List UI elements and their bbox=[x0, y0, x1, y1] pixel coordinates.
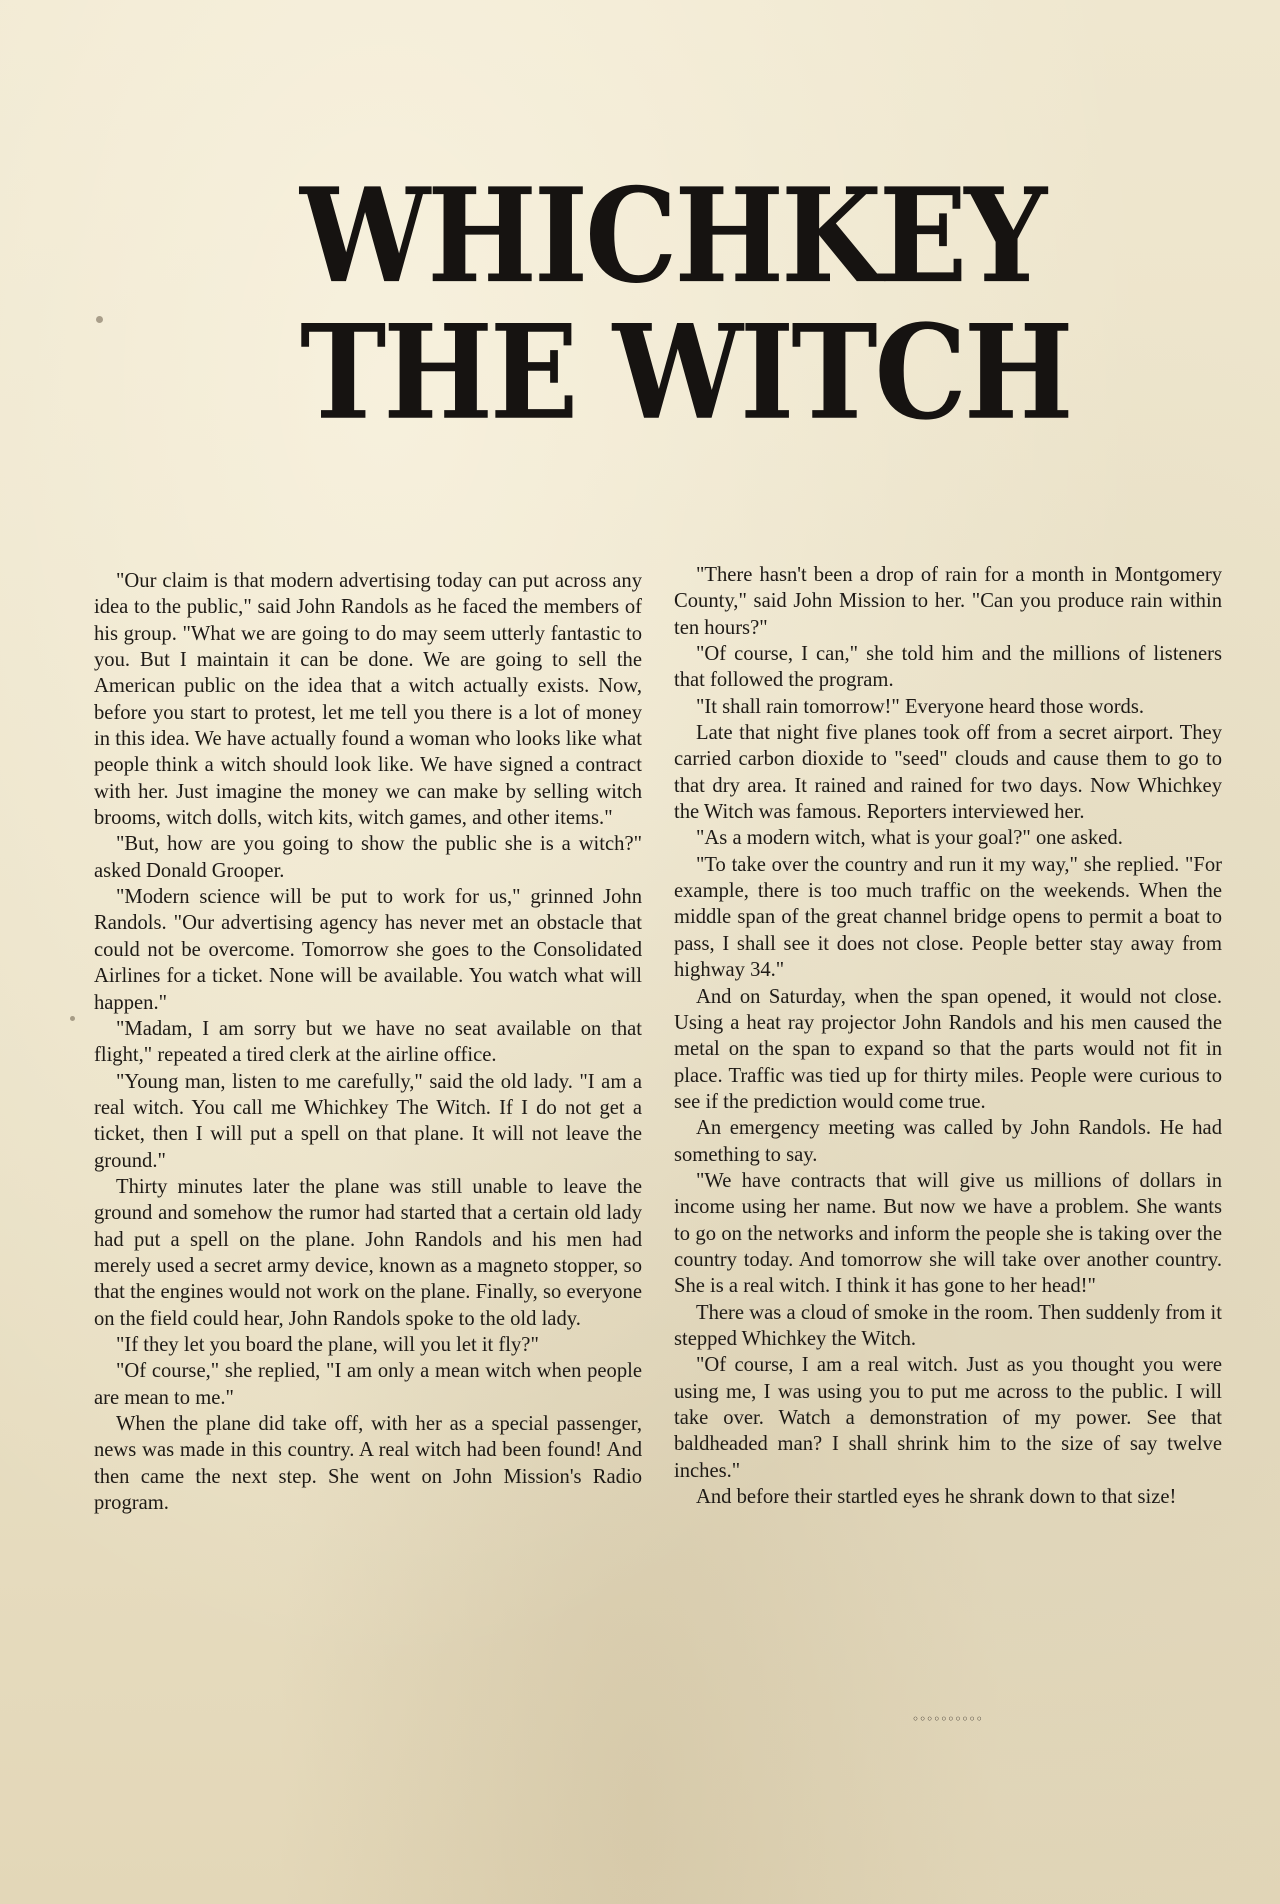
paragraph: "As a modern witch, what is your goal?" one asked. bbox=[696, 827, 1123, 850]
paragraph: Thirty minutes later the plane was still unable to leave the ground and somehow the rumor had started that a certain old lady had put a spell on the plane. John Randols and his men had merely used a secret army device, known as a magneto stopper, so that the engines would not work on the plane. Finally, so everyone on the field could hear, John Randols spoke to the old lady. bbox=[94, 1175, 642, 1330]
paragraph: "If they let you board the plane, will you let it fly?" bbox=[116, 1333, 539, 1356]
story-title bbox=[300, 160, 1071, 450]
paragraph: "There hasn't been a drop of rain for a month in Montgomery County," said John Mission to her. "Can you produce rain within ten hours?" bbox=[674, 564, 1222, 639]
paragraph: "But, how are you going to show the public she is a witch?" asked Donald Grooper. bbox=[94, 833, 642, 882]
paragraph: "It shall rain tomorrow!" Everyone heard those words. bbox=[696, 695, 1145, 718]
text-column-left bbox=[94, 568, 642, 1516]
paper-speck bbox=[96, 316, 103, 323]
paragraph: "Of course," she replied, "I am only a mean witch when people are mean to me." bbox=[94, 1360, 642, 1409]
text-column-right bbox=[674, 562, 1222, 1510]
paragraph: "To take over the country and run it my way," she replied. "For example, there is too much traffic on the weekends. When the middle span of the great channel bridge opens to permit a boat to pass, I shall see it does not close. People better stay away from highway 34." bbox=[674, 853, 1222, 982]
paragraph: There was a cloud of smoke in the room. Then suddenly from it stepped Whichkey the Witch. bbox=[674, 1301, 1222, 1350]
paper-speck bbox=[70, 1016, 75, 1021]
paragraph: "Modern science will be put to work for us," grinned John Randols. "Our advertising agency has never met an obstacle that could not be overcome. Tomorrow she goes to the Consolidated Airlines for a ticket. None will be available. You watch what will happen." bbox=[94, 886, 642, 1014]
paragraph: Late that night five planes took off from a secret airport. They carried carbon dioxide to "seed" clouds and cause them to go to that dry area. It rained and rained for two days. Now Whichkey the Witch was famous. Reporters interviewed her. bbox=[674, 722, 1222, 824]
paragraph: When the plane did take off, with her as a special passenger, news was made in this country. A real witch had been found! And then came the next step. She went on John Mission's Radio program. bbox=[94, 1413, 642, 1515]
title-line-2: THE WITCH bbox=[300, 296, 1071, 450]
paragraph: "We have contracts that will give us millions of dollars in income using her name. But now we have a problem. She wants to go on the networks and inform the people she is taking over the country today. And tomorrow she will take over another country. She is a real witch. I think it has gone to her head!" bbox=[674, 1169, 1222, 1298]
paragraph: "Of course, I can," she told him and the millions of listeners that followed the program. bbox=[674, 643, 1222, 692]
paragraph: And on Saturday, when the span opened, it would not close. Using a heat ray projector John Randols and his men caused the metal on the span to expand so that the parts would not fit in place. Traffic was tied up for thirty miles. People were curious to see if the prediction would come true. bbox=[674, 985, 1222, 1113]
paragraph: "Our claim is that modern advertising today can put across any idea to the public," said John Randols as he faced the members of his group. "What we are going to do may seem utterly fantastic to you. But I maintain it can be done. We are going to sell the American public on the idea that a witch actually exists. Now, before you start to protest, let me tell you there is a lot of money in this idea. We have actually found a woman who looks like what people think a witch should look like. We have signed a contract with her. Just imagine the money we can make by selling witch brooms, witch dolls, witch kits, witch games, and other items." bbox=[94, 570, 642, 830]
paragraph: "Young man, listen to me carefully," said the old lady. "I am a real witch. You call me Whichkey The Witch. If I do not get a ticket, then I will put a spell on that plane. It will not leave the ground." bbox=[94, 1070, 642, 1172]
end-ornament: ◦◦◦◦◦◦◦◦◦◦ bbox=[912, 1712, 983, 1726]
title-line-1: WHICHKEY bbox=[300, 160, 1045, 313]
paragraph: "Madam, I am sorry but we have no seat available on that flight," repeated a tired clerk at the airline office. bbox=[94, 1017, 642, 1067]
paragraph: An emergency meeting was called by John Randols. He had something to say. bbox=[674, 1117, 1222, 1166]
paragraph: "Of course, I am a real witch. Just as you thought you were using me, I was using you to put me across to the public. I will take over. Watch a demonstration of my power. See that baldheaded man? I shall shrink him to the size of say twelve inches." bbox=[674, 1354, 1222, 1482]
paragraph: And before their startled eyes he shrank down to that size! bbox=[696, 1486, 1177, 1509]
